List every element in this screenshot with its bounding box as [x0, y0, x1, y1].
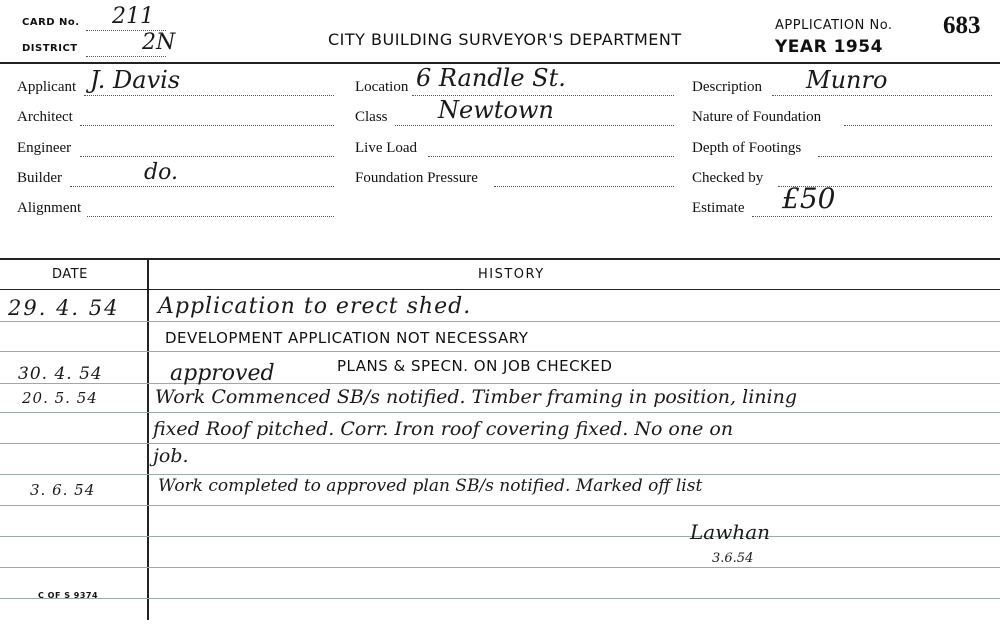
history-text: approved [170, 361, 275, 386]
district-line [86, 56, 166, 57]
history-stamp-text: DEVELOPMENT APPLICATION NOT NECESSARY [165, 329, 529, 347]
ruled-line [0, 443, 1000, 444]
year-label: YEAR 1954 [775, 37, 883, 57]
history-date: 20. 5. 54 [22, 389, 98, 407]
estimate-label: Estimate [692, 200, 745, 216]
ruled-line [0, 598, 1000, 599]
estimate-line [752, 216, 992, 217]
checked-by-label: Checked by [692, 170, 764, 186]
date-column-header: DATE [52, 267, 88, 282]
alignment-label: Alignment [17, 200, 82, 216]
engineer-line [80, 156, 334, 157]
ruled-line [0, 351, 1000, 352]
description-value: Munro [806, 66, 888, 94]
department-title: CITY BUILDING SURVEYOR'S DEPARTMENT [328, 30, 682, 49]
ruled-line [0, 474, 1000, 475]
card-no-value: 211 [112, 4, 154, 29]
signature: Lawhan [690, 520, 771, 544]
ruled-line [0, 567, 1000, 568]
ruled-line [0, 505, 1000, 506]
applicant-label: Applicant [17, 79, 77, 95]
card-no-label: CARD No. [22, 17, 80, 28]
history-top-border [0, 258, 1000, 260]
description-label: Description [692, 79, 762, 95]
history-text: Work completed to approved plan SB/s notified. Marked off list [158, 476, 703, 496]
location-label: Location [355, 79, 409, 95]
ruled-line [0, 383, 1000, 384]
history-date: 29. 4. 54 [8, 296, 120, 320]
history-column-header: HISTORY [478, 267, 545, 282]
builder-line [70, 186, 334, 187]
application-no-label: APPLICATION No. [775, 18, 893, 33]
engineer-label: Engineer [17, 140, 72, 156]
architect-label: Architect [17, 109, 73, 125]
ruled-line [0, 536, 1000, 537]
foundation-pressure-line [494, 186, 674, 187]
architect-line [80, 125, 334, 126]
nature-of-foundation-line [844, 125, 992, 126]
live-load-label: Live Load [355, 140, 418, 156]
history-header-divider [0, 289, 1000, 290]
history-date: 30. 4. 54 [18, 364, 103, 384]
depth-of-footings-line [818, 156, 992, 157]
history-date: 3. 6. 54 [30, 481, 96, 499]
ruled-line [0, 412, 1000, 413]
history-stamp-text: PLANS & SPECN. ON JOB CHECKED [337, 357, 613, 375]
description-line [772, 95, 992, 96]
district-value: 2N [142, 30, 176, 55]
applicant-line [84, 95, 334, 96]
foundation-pressure-label: Foundation Pressure [355, 170, 478, 186]
district-label: DISTRICT [22, 43, 78, 54]
class-label: Class [355, 109, 388, 125]
history-text: Application to erect shed. [158, 294, 472, 319]
ruled-line [0, 321, 1000, 322]
signature-date: 3.6.54 [712, 551, 754, 566]
nature-of-foundation-label: Nature of Foundation [692, 109, 822, 125]
alignment-line [87, 216, 334, 217]
history-text: Work Commenced SB/s notified. Timber framing in position, lining [155, 386, 797, 408]
estimate-value: £50 [782, 182, 836, 215]
builder-value: do. [144, 160, 178, 185]
depth-of-footings-label: Depth of Footings [692, 140, 802, 156]
history-text: fixed Roof pitched. Corr. Iron roof covering fixed. No one on [153, 418, 734, 440]
location-value: 6 Randle St. [416, 64, 566, 92]
form-code: C OF S 9374 [38, 591, 99, 600]
class-line [395, 125, 674, 126]
builder-label: Builder [17, 170, 62, 186]
live-load-line [428, 156, 674, 157]
application-no-value: 683 [943, 12, 981, 39]
history-text: job. [153, 445, 189, 467]
date-column-divider [147, 260, 149, 620]
class-value: Newtown [438, 96, 554, 124]
applicant-value: J. Davis [90, 66, 181, 94]
